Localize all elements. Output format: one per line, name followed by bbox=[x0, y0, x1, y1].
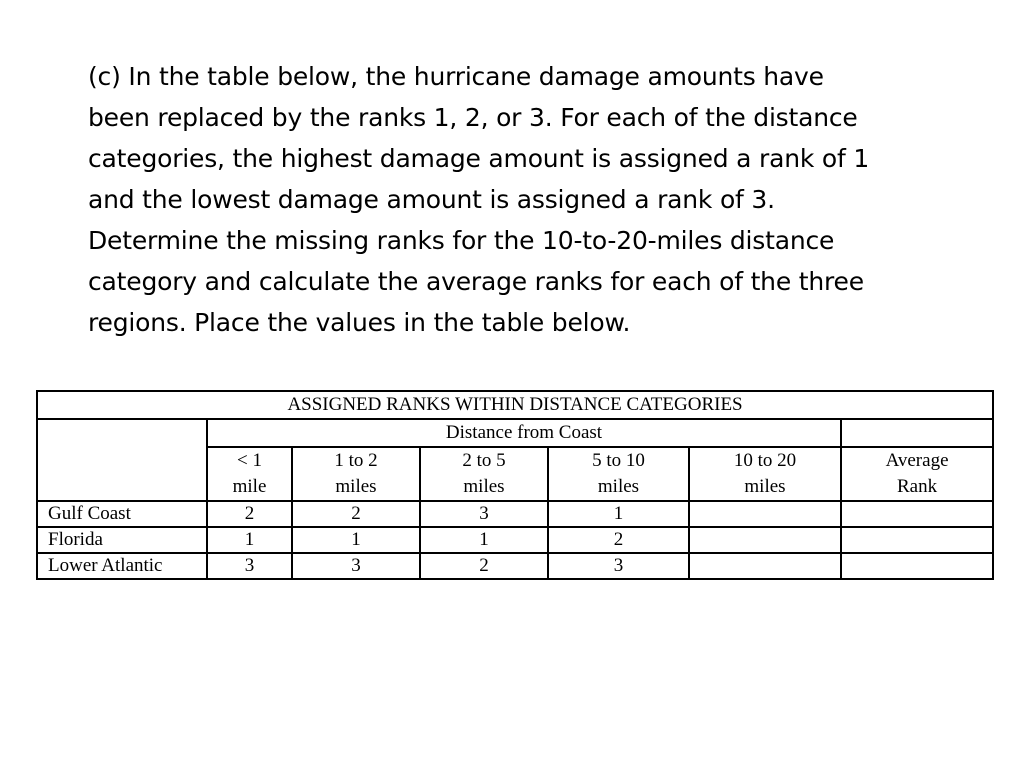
rank-cell: 3 bbox=[292, 553, 420, 579]
rank-cell: 2 bbox=[548, 527, 689, 553]
rank-cell: 1 bbox=[292, 527, 420, 553]
column-header-line: miles bbox=[463, 476, 505, 497]
distance-header-row bbox=[37, 419, 993, 447]
column-header-average-rank bbox=[841, 447, 993, 501]
rank-cell: 3 bbox=[420, 501, 548, 527]
column-header-line: < 1 bbox=[237, 450, 262, 471]
rank-cell-10to20[interactable] bbox=[689, 527, 841, 553]
rank-cell: 2 bbox=[292, 501, 420, 527]
region-label: Lower Atlantic bbox=[37, 553, 207, 579]
rank-cell: 2 bbox=[207, 501, 292, 527]
rank-cell: 1 bbox=[548, 501, 689, 527]
ranks-table bbox=[36, 390, 994, 580]
column-header-line: 5 to 10 bbox=[592, 450, 645, 471]
rank-cell: 3 bbox=[207, 553, 292, 579]
distance-group-header: Distance from Coast bbox=[207, 419, 841, 447]
column-header-1to2 bbox=[292, 447, 420, 501]
table-row bbox=[37, 527, 993, 553]
rank-cell: 3 bbox=[548, 553, 689, 579]
instruction-line: and the lowest damage amount is assigned a rank of 3. bbox=[88, 185, 775, 214]
column-header-line: 1 to 2 bbox=[334, 450, 378, 471]
column-header-lt1 bbox=[207, 447, 292, 501]
instructions-paragraph bbox=[88, 56, 968, 343]
average-rank-cell[interactable] bbox=[841, 553, 993, 579]
table-title-row bbox=[37, 391, 993, 419]
rank-cell: 2 bbox=[420, 553, 548, 579]
column-header-line: miles bbox=[597, 476, 640, 497]
column-header-10to20 bbox=[689, 447, 841, 501]
instruction-line: categories, the highest damage amount is assigned a rank of 1 bbox=[88, 144, 870, 173]
column-header-line: 10 to 20 bbox=[733, 450, 797, 471]
instruction-line: regions. Place the values in the table below. bbox=[88, 308, 631, 337]
column-header-2to5 bbox=[420, 447, 548, 501]
column-header-line: Average bbox=[885, 450, 949, 471]
region-header-cell bbox=[37, 419, 207, 501]
instruction-line: (c) In the table below, the hurricane damage amounts have bbox=[88, 62, 824, 91]
column-header-line: Rank bbox=[896, 476, 938, 497]
average-rank-cell[interactable] bbox=[841, 501, 993, 527]
average-rank-cell[interactable] bbox=[841, 527, 993, 553]
column-header-5to10 bbox=[548, 447, 689, 501]
rank-cell-10to20[interactable] bbox=[689, 501, 841, 527]
instruction-line: been replaced by the ranks 1, 2, or 3. For each of the distance bbox=[88, 103, 858, 132]
region-label: Florida bbox=[37, 527, 207, 553]
column-header-line: miles bbox=[335, 476, 377, 497]
column-header-line: 2 to 5 bbox=[462, 450, 506, 471]
rank-cell: 1 bbox=[420, 527, 548, 553]
region-label: Gulf Coast bbox=[37, 501, 207, 527]
column-header-line: miles bbox=[744, 476, 786, 497]
instruction-line: Determine the missing ranks for the 10-to-20-miles distance bbox=[88, 226, 835, 255]
instruction-line: category and calculate the average ranks for each of the three bbox=[88, 267, 864, 296]
column-header-line: mile bbox=[232, 476, 267, 497]
table-title: ASSIGNED RANKS WITHIN DISTANCE CATEGORIES bbox=[37, 391, 993, 419]
table-row bbox=[37, 553, 993, 579]
empty-header-cell bbox=[841, 419, 993, 447]
rank-cell: 1 bbox=[207, 527, 292, 553]
table-row bbox=[37, 501, 993, 527]
rank-cell-10to20[interactable] bbox=[689, 553, 841, 579]
